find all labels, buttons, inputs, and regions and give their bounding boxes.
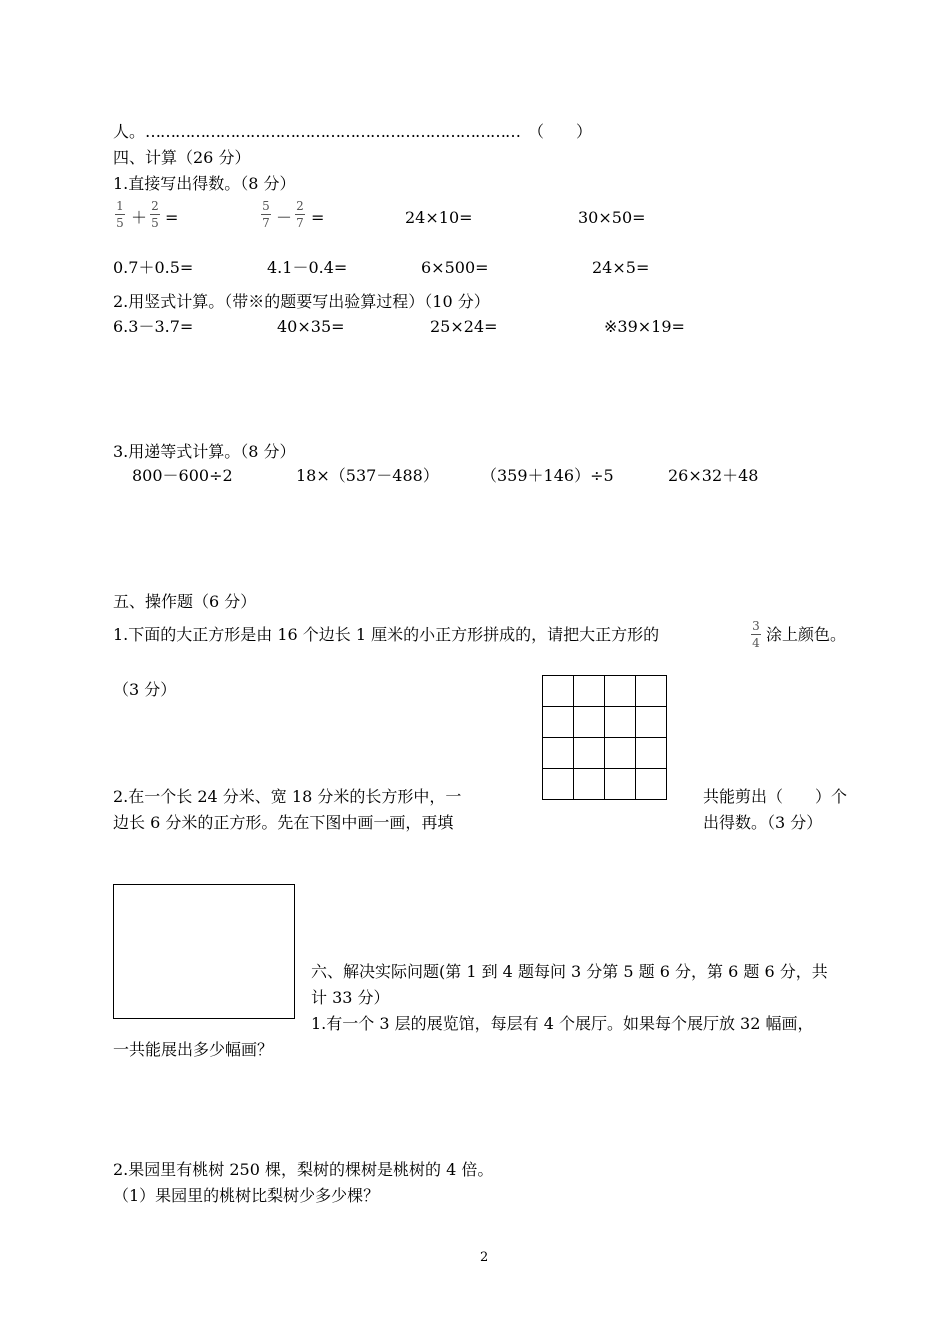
q5-1-text-b: 涂上颜色。 — [766, 625, 847, 644]
continuation-line — [113, 122, 592, 142]
leader-dots: ………………………………………………………………… — [145, 122, 521, 141]
operator-minus: － — [276, 208, 293, 227]
fraction-numerator: 2 — [296, 199, 304, 213]
q5-1-text-a: 1.下面的大正方形是由 16 个边长 1 厘米的小正方形拼成的，请把大正方形的 — [113, 625, 660, 644]
fraction-numerator: 2 — [151, 199, 159, 213]
stepwise-calc-item: 26×32＋48 — [668, 466, 759, 485]
stepwise-calc-item: 800－600÷2 — [132, 466, 233, 485]
fraction-denominator: 4 — [752, 636, 760, 650]
fraction-denominator: 5 — [116, 216, 124, 230]
section-4-title: 四、计算（26 分） — [113, 148, 251, 167]
stepwise-calc-item: 18×（537－488） — [296, 466, 439, 485]
answer-paren: （ ） — [528, 122, 593, 141]
fraction-1b — [149, 199, 161, 230]
calc-item: 4.1－0.4= — [267, 258, 348, 277]
q6-1-line-b: 一共能展出多少幅画？ — [113, 1040, 274, 1059]
operator-plus: ＋ — [131, 208, 148, 227]
section-6-title: 六、解决实际问题(第 1 到 4 题每问 3 分第 5 题 6 分，第 6 题 6 分，共 — [311, 962, 828, 981]
q4-3-title: 3.用递等式计算。（8 分） — [113, 442, 296, 461]
fraction-numerator: 1 — [116, 199, 124, 213]
equals-sign: = — [165, 208, 179, 227]
q6-2-text: 2.果园里有桃树 250 棵，梨树的棵树是桃树的 4 倍。 — [113, 1160, 494, 1179]
q6-2-1-text: （1）果园里的桃树比梨树少多少棵？ — [113, 1186, 380, 1205]
fraction-three-quarters — [750, 619, 762, 650]
section-5-title: 五、操作题（6 分） — [113, 592, 257, 611]
continuation-prefix: 人。 — [113, 122, 146, 141]
calc-item: 24×10= — [405, 208, 473, 227]
fraction-2b — [294, 199, 306, 230]
calc-item: 30×50= — [578, 208, 646, 227]
fraction-denominator: 7 — [262, 216, 270, 230]
square-grid-4x4 — [542, 675, 667, 800]
q5-2-line2a: 边长 6 分米的正方形。先在下图中画一画，再填 — [113, 813, 454, 832]
fraction-numerator: 5 — [262, 199, 270, 213]
equals-sign: = — [311, 208, 325, 227]
q5-2-line1b: 共能剪出（ ）个 — [703, 787, 848, 806]
calc-item: 6×500= — [421, 258, 489, 277]
vertical-calc-item: 25×24= — [430, 317, 498, 336]
q5-2-line1a: 2.在一个长 24 分米、宽 18 分米的长方形中，一 — [113, 787, 462, 806]
q5-1-score: （3 分） — [113, 680, 177, 699]
page-number: 2 — [480, 1250, 489, 1265]
fraction-denominator: 7 — [296, 216, 304, 230]
q6-1-line-a: 1.有一个 3 层的展览馆，每层有 4 个展厅。如果每个展厅放 32 幅画， — [311, 1014, 814, 1033]
q5-1-text — [113, 625, 659, 645]
fraction-2a — [260, 199, 272, 230]
fraction-denominator: 5 — [151, 216, 159, 230]
vertical-calc-item: 40×35= — [277, 317, 345, 336]
q4-1-title: 1.直接写出得数。（8 分） — [113, 174, 296, 193]
q4-2-title: 2.用竖式计算。（带※的题要写出验算过程）（10 分） — [113, 292, 490, 311]
fraction-1a — [114, 199, 126, 230]
calc-item: 24×5= — [592, 258, 650, 277]
section-6-title-cont: 计 33 分） — [311, 988, 390, 1007]
vertical-calc-item: 6.3－3.7= — [113, 317, 194, 336]
calc-item: 0.7＋0.5= — [113, 258, 194, 277]
rectangle-drawing-area — [113, 884, 295, 1019]
stepwise-calc-item: （359＋146）÷5 — [481, 466, 614, 485]
vertical-calc-item: ※39×19= — [604, 317, 685, 336]
fraction-numerator: 3 — [752, 619, 760, 633]
q5-2-line2b: 出得数。（3 分） — [703, 813, 823, 832]
